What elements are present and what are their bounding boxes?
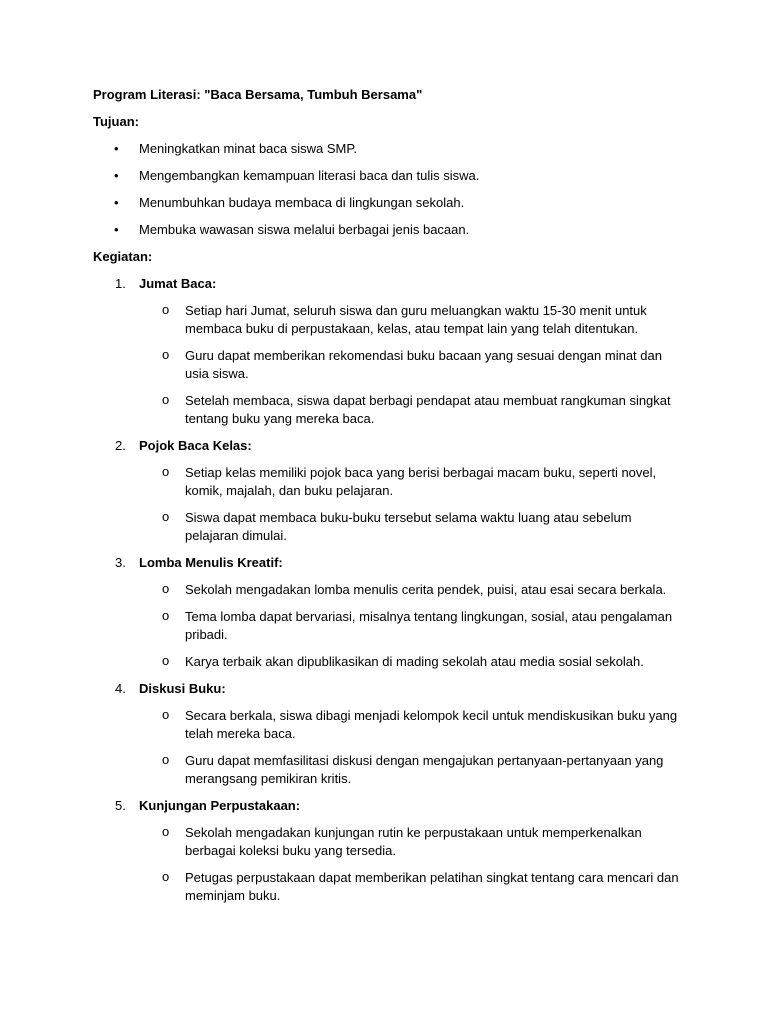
activity-point-text: Tema lomba dapat bervariasi, misalnya tentang lingkungan, sosial, atau pengalaman pribadi. [185,609,673,642]
goals-list [93,140,683,239]
activity-item [93,437,683,545]
activity-item [93,680,683,788]
goal-text: Membuka wawasan siswa melalui berbagai jenis bacaan. [139,222,470,237]
circle-bullet-icon: o [162,464,170,479]
circle-bullet-icon: o [162,869,170,884]
goal-text: Meningkatkan minat baca siswa SMP. [139,141,357,156]
bullet-icon: • [114,222,119,237]
circle-bullet-icon: o [162,302,170,317]
activity-point [93,347,683,383]
activity-item [93,797,683,905]
circle-bullet-icon: o [162,653,170,668]
activity-point-text: Setelah membaca, siswa dapat berbagi pendapat atau membuat rangkuman singkat tentang buku yang mereka baca. [185,393,671,426]
activity-point [93,302,683,338]
activity-header [93,437,683,455]
activity-name: Lomba Menulis Kreatif: [139,555,283,570]
activities-heading: Kegiatan: [93,249,153,264]
bullet-icon: • [114,195,119,210]
document-title: Program Literasi: "Baca Bersama, Tumbuh Bersama" [93,87,423,102]
activity-point [93,581,683,599]
activities-list [93,275,683,905]
activity-number: 4. [115,681,126,696]
circle-bullet-icon: o [162,581,170,596]
circle-bullet-icon: o [162,824,170,839]
activity-number: 3. [115,555,126,570]
activity-item [93,275,683,428]
activity-point [93,392,683,428]
goal-text: Menumbuhkan budaya membaca di lingkungan sekolah. [139,195,465,210]
activity-point-text: Karya terbaik akan dipublikasikan di mading sekolah atau media sosial sekolah. [185,654,644,669]
activity-point-text: Sekolah mengadakan kunjungan rutin ke perpustakaan untuk memperkenalkan berbagai koleksi buku yang tersedia. [185,825,642,858]
activity-point [93,653,683,671]
circle-bullet-icon: o [162,347,170,362]
activity-header [93,797,683,815]
bullet-icon: • [114,168,119,183]
activity-point-text: Sekolah mengadakan lomba menulis cerita pendek, puisi, atau esai secara berkala. [185,582,667,597]
activity-name: Kunjungan Perpustakaan: [139,798,301,813]
activity-header [93,554,683,572]
activity-point [93,707,683,743]
circle-bullet-icon: o [162,752,170,767]
goals-heading: Tujuan: [93,114,139,129]
activity-point [93,509,683,545]
bullet-icon: • [114,141,119,156]
circle-bullet-icon: o [162,509,170,524]
goal-item [93,140,683,158]
activity-point [93,869,683,905]
activity-point-text: Siswa dapat membaca buku-buku tersebut selama waktu luang atau sebelum pelajaran dimulai. [185,510,632,543]
activity-point [93,608,683,644]
activity-point-text: Guru dapat memberikan rekomendasi buku bacaan yang sesuai dengan minat dan usia siswa. [185,348,662,381]
activity-point [93,752,683,788]
activity-header [93,680,683,698]
activity-number: 5. [115,798,126,813]
goal-item [93,221,683,239]
circle-bullet-icon: o [162,608,170,623]
activity-point-text: Secara berkala, siswa dibagi menjadi kelompok kecil untuk mendiskusikan buku yang telah mereka baca. [185,708,678,741]
activity-point-text: Petugas perpustakaan dapat memberikan pelatihan singkat tentang cara mencari dan meminjam buku. [185,870,679,903]
activity-point-text: Setiap kelas memiliki pojok baca yang berisi berbagai macam buku, seperti novel, komik, majalah, dan buku pelajaran. [185,465,657,498]
document-content [93,86,683,914]
activity-point [93,824,683,860]
activity-header [93,275,683,293]
activity-point-text: Guru dapat memfasilitasi diskusi dengan mengajukan pertanyaan-pertanyaan yang merangsang pemikiran kritis. [185,753,664,786]
circle-bullet-icon: o [162,392,170,407]
activity-point [93,464,683,500]
activity-point-text: Setiap hari Jumat, seluruh siswa dan guru meluangkan waktu 15-30 menit untuk membaca buku di perpustakaan, kelas, atau tempat lain yang telah ditentukan. [185,303,647,336]
goal-item [93,194,683,212]
activity-name: Pojok Baca Kelas: [139,438,252,453]
activity-name: Jumat Baca: [139,276,217,291]
activity-name: Diskusi Buku: [139,681,226,696]
circle-bullet-icon: o [162,707,170,722]
goal-item [93,167,683,185]
activity-item [93,554,683,671]
activity-number: 1. [115,276,126,291]
activity-number: 2. [115,438,126,453]
goal-text: Mengembangkan kemampuan literasi baca dan tulis siswa. [139,168,480,183]
